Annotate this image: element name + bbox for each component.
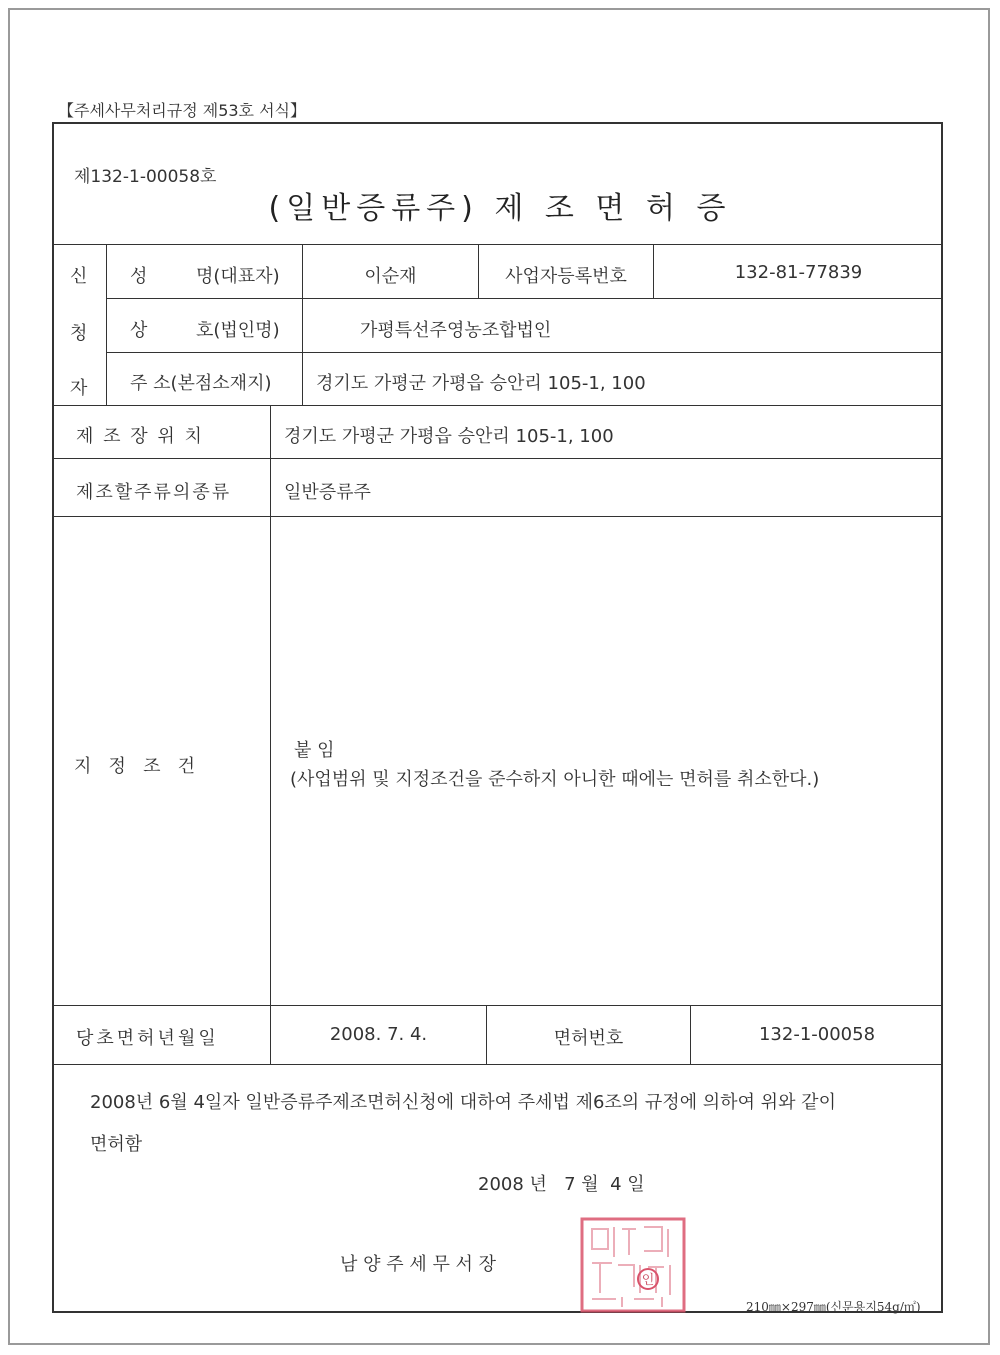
divider-label-column	[270, 405, 271, 1064]
form-reference: 【주세사무처리규정 제53호 서식】	[58, 101, 307, 120]
conditions-label: 지 정 조 건	[74, 756, 196, 777]
site-label: 제 조 장 위 치	[76, 426, 204, 447]
document-number: 제132-1-00058호	[74, 167, 217, 187]
bizno-value: 132-81-77839	[734, 262, 863, 283]
address-value: 경기도 가평군 가평읍 승안리 105-1, 100	[316, 373, 646, 394]
bizno-label: 사업자등록번호	[505, 266, 627, 287]
license-number-label: 면허번호	[553, 1028, 624, 1049]
rule-applicant-2	[106, 352, 943, 353]
rule-conditions	[52, 1005, 943, 1006]
conditions-attached: 붙 임	[294, 740, 335, 761]
rule-site	[52, 458, 943, 459]
liquor-type-label: 제조할주류의종류	[76, 482, 232, 503]
original-date-value: 2008. 7. 4.	[329, 1024, 428, 1045]
rule-original	[52, 1064, 943, 1065]
conditions-text: (사업범위 및 지정조건을 준수하지 아니한 때에는 면허를 취소한다.)	[290, 769, 820, 790]
divider-section	[106, 244, 107, 405]
liquor-type-value: 일반증류주	[284, 482, 371, 503]
representative-name: 이순재	[364, 266, 417, 287]
section-char-1: 신	[70, 266, 88, 287]
certificate-document	[52, 122, 943, 1313]
paper-spec: 210㎜×297㎜(신문용지54g/㎡)	[746, 1300, 921, 1314]
certificate-title: (일반증류주) 제 조 면 허 증	[268, 191, 732, 226]
section-char-3: 자	[70, 378, 88, 399]
original-date-label: 당초면허년월일	[76, 1028, 219, 1049]
name-label-b: 명(대표자)	[196, 266, 280, 287]
official-seal	[578, 1215, 688, 1315]
license-number-value: 132-1-00058	[758, 1024, 876, 1045]
seal-character: 인	[641, 1273, 655, 1288]
trade-name-value: 가평특선주영농조합법인	[360, 320, 552, 341]
issuer-name: 남 양 주 세 무 서 장	[340, 1254, 497, 1275]
trade-label-b: 호(법인명)	[196, 320, 280, 341]
address-label: 주 소(본점소재지)	[130, 373, 272, 394]
trade-label-a: 상	[130, 320, 148, 341]
rule-applicant-1	[106, 298, 943, 299]
rule-applicant-end	[52, 405, 943, 406]
statement-line-1: 2008년 6월 4일자 일반증류주제조면허신청에 대하여 주세법 제6조의 규정에 의하여 위와 같이	[90, 1092, 836, 1113]
issue-date: 2008 년 7 월 4 일	[478, 1174, 645, 1195]
statement-line-2: 면허함	[90, 1134, 143, 1155]
site-value: 경기도 가평군 가평읍 승안리 105-1, 100	[284, 426, 614, 447]
name-label-a: 성	[130, 266, 148, 287]
section-char-2: 청	[70, 323, 88, 344]
rule-header	[52, 244, 943, 245]
rule-liquor	[52, 516, 943, 517]
